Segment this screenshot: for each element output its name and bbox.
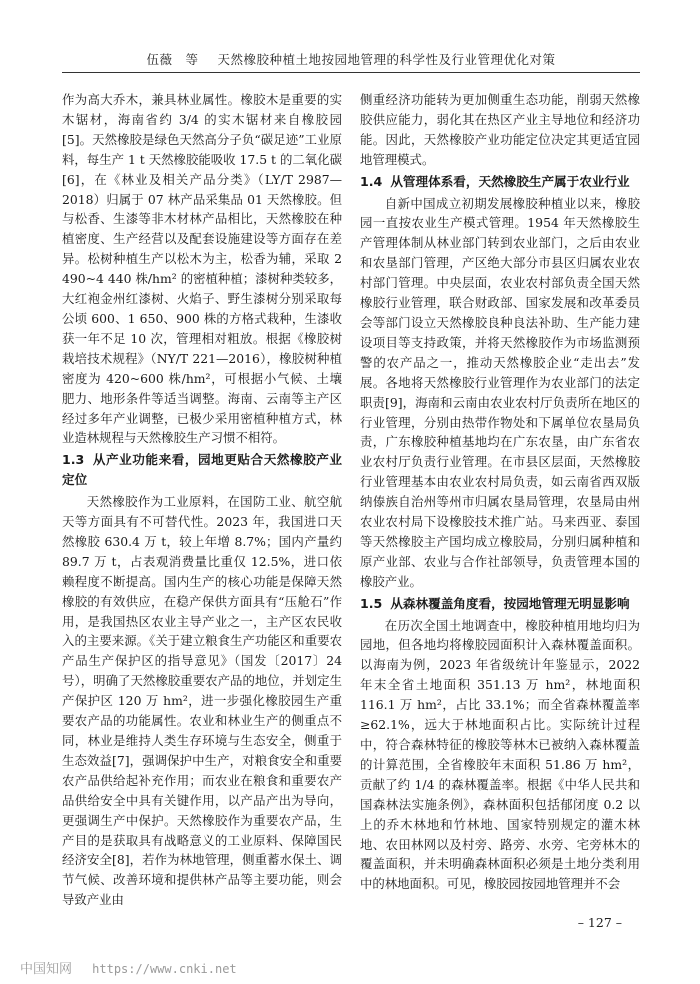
section-heading-1-5 [360,594,640,614]
left-paragraph-1: 作为高大乔木，兼具林业属性。橡胶木是重要的实木锯材，海南省约 3/4 的实木锯材来自橡胶园[5]。天然橡胶是绿色天然高分子负“碳足迹”工业原料，每生产 1 t 天然橡胶能吸收 17.5 t 的二氧化碳[6]，在《林业及相关产品分类》（LY/T 2987— 2018）归属于 07 林产品采集品 01 天然橡胶。但与松香、生漆等非木材林产品相比，天然橡胶在种植密度、生产经营以及配套设施建设等方面存在差异。松树种植生产以松木为主，松香为辅，采取 2 490~4 440 株/hm² 的密植种植；漆树种类较多，大红袍金州红漆树、火焰子、野生漆树分别采取每公顷 600、1 650、900 株的方格式栽种，生漆收获一年不足 10 次，管理相对粗放。根据《橡胶树栽培技术规程》（NY/T 221—2016），橡胶树种植密度为 420~600 株/hm²，可根据小气候、土壤肥力、地形条件等适当调整。海南、云南等主产区经过多年产业调整，已极少采用密植种植方式，林业造林规程与天然橡胶生产习惯不相符。 [62,92,342,446]
header-author: 伍薇 等 [146,52,199,67]
cnki-watermark [20,958,237,977]
section-number: 1.4 [360,173,383,189]
watermark-url: https://www.cnki.net [92,962,237,976]
running-header [62,50,640,68]
section-title: 从森林覆盖角度看，按园地管理无明显影响 [390,595,630,611]
right-paragraph-1: 侧重经济功能转为更加侧重生态功能，削弱天然橡胶供应能力，弱化其在热区产业主导地位和经济功能。因此，天然橡胶产业功能定位决定其更适宜园地管理模式。 [360,92,640,167]
section-number: 1.3 [62,452,85,468]
section-title: 从产业功能来看，园地更贴合天然橡胶产业定位 [62,452,342,488]
section-heading-1-3 [62,450,342,490]
right-paragraph-3: 在历次全国土地调查中，橡胶种植用地均归为园地，但各地均将橡胶园面积计入森林覆盖面积。以海南为例，2023 年省级统计年鉴显示，2022 年末全省土地面积 351.13 万 hm²，林地面积 116.1 万 hm²，占比 33.1%；而全省森林覆盖率≥62.1%，远大于林地面积占比。实际统计过程中，符合森林特征的橡胶等林木已被纳入森林覆盖的计算范围，全省橡胶年末面积 51.86 万 hm²，贡献了约 1/4 的森林覆盖率。根据《中华人民共和国森林法实施条例》，森林面积包括郁闭度 0.2 以上的乔木林地和竹林地、国家特别规定的灌木林地、农田林网以及村旁、路旁、水旁、宅旁林木的覆盖面积，并未明确森林面积必须是土地分类利用中的林地面积。可见，橡胶园按园地管理并不会 [360,617,640,892]
page-number: – 127 – [577,915,622,930]
left-column [62,90,342,910]
watermark-name: 中国知网 [20,962,73,977]
section-number: 1.5 [360,595,383,611]
header-article-title: 天然橡胶种植土地按园地管理的科学性及行业管理优化对策 [217,52,556,67]
right-column [360,90,640,894]
header-rule [62,72,640,73]
right-paragraph-2: 自新中国成立初期发展橡胶种植业以来，橡胶园一直按农业生产模式管理。1954 年天然橡胶生产管理体制从林业部门转到农业部门，之后由农业和农垦部门管理，产区绝大部分市县区归属农业农村部门管理。中央层面，农业农村部负责全国天然橡胶行业管理，联合财政部、国家发展和改革委员会等部门设立天然橡胶良种良法补助、生产能力建设项目等支持政策，并将天然橡胶作为市场监测预警的农产品之一，推动天然橡胶企业“走出去”发展。各地将天然橡胶行业管理作为农业部门的法定职责[9]，海南和云南由农业农村厅负责所在地区的行业管理，分别由热带作物处和下属单位农垦局负责，广东橡胶种植基地均在广东农垦，由广东省农业农村厅负责行业管理。在市县区层面，天然橡胶行业管理基本由农业农村局负责，如云南省西双版纳傣族自治州等州市归属农垦局管理，农垦局由州农业农村局下设橡胶技术推广站。马来西亚、泰国等天然橡胶主产国均成立橡胶局，分别归属种植和原产业部、农业与合作社部领导，负责管理本国的橡胶产业。 [360,195,640,589]
section-heading-1-4 [360,172,640,192]
section-title: 从管理体系看，天然橡胶生产属于农业行业 [390,173,630,189]
left-paragraph-2: 天然橡胶作为工业原料，在国防工业、航空航天等方面具有不可替代性。2023 年，我国进口天然橡胶 630.4 万 t，较上年增 8.7%；国内产量约 89.7 万 t，占表观消费量比重仅 12.5%，进口依赖程度不断提高。国内生产的核心功能是保障天然橡胶的有效供应，在稳产保供方面具有“压舱石”作用，是我国热区农业主导产业之一，主产区农民收入的主要来源。《关于建立粮食生产功能区和重要农产品生产保护区的指导意见》（国发〔2017〕24 号），明确了天然橡胶重要农产品的地位，并划定生产保护区 120 万 hm²，进一步强化橡胶园生产重要农产品的功能属性。农业和林业生产的侧重点不同，林业是维持人类生存环境与生态安全，侧重于生态效益[7]，强调保护中生产，对粮食安全和重要农产品供给起补充作用；而农业在粮食和重要农产品供给安全中具有关键作用，以产品产出为导向，更强调生产中保护。天然橡胶作为重要农产品，生产目的是获取具有战略意义的工业原料、保障国民经济安全[8]，若作为林地管理，侧重蓄水保土、调节气候、改善环境和提供林产品等主要功能，则会导致产业由 [62,494,342,908]
